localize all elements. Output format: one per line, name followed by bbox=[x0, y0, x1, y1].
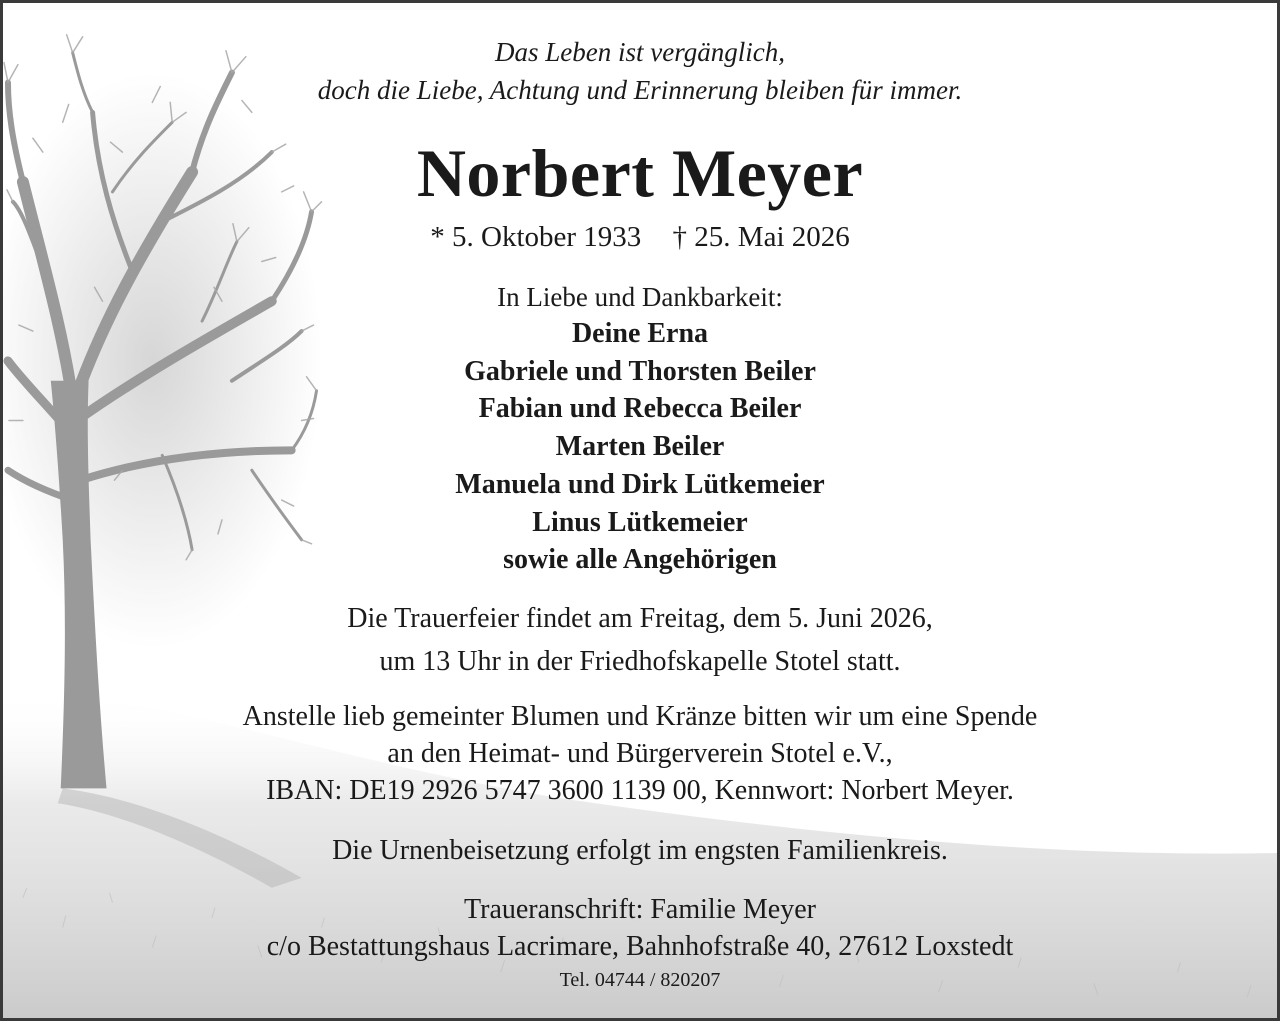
mourner-entry: Deine Erna bbox=[571, 318, 709, 349]
donation-iban: IBAN: DE19 2926 5747 3600 1139 00, Kennwort: Norbert Meyer. bbox=[266, 775, 1014, 806]
address-line: c/o Bestattungshaus Lacrimare, Bahnhofstraße 40, 27612 Loxstedt bbox=[266, 931, 1014, 962]
phone-number: Tel. 04744 / 820207 bbox=[559, 969, 721, 991]
life-dates bbox=[3, 217, 1277, 257]
quote-line: doch die Liebe, Achtung und Erinnerung bleiben für immer. bbox=[317, 75, 963, 105]
mourner-entry: Gabriele und Thorsten Beiler bbox=[464, 355, 816, 387]
epitaph-quote bbox=[3, 33, 1277, 109]
birth-date: * 5. Oktober 1933 bbox=[430, 221, 642, 253]
donation-line: an den Heimat- und Bürgerverein Stotel e.V., bbox=[387, 738, 893, 769]
mourner-entry: Manuela und Dirk Lütkemeier bbox=[455, 468, 825, 500]
funeral-line: um 13 Uhr in der Friedhofskapelle Stotel statt. bbox=[379, 646, 901, 677]
donation-info bbox=[3, 698, 1277, 809]
funeral-info bbox=[3, 597, 1277, 683]
mourners-intro: In Liebe und Dankbarkeit: bbox=[497, 282, 783, 312]
deceased-name: Norbert Meyer bbox=[416, 135, 864, 211]
mourners-list bbox=[3, 315, 1277, 579]
donation-line: Anstelle lieb gemeinter Blumen und Kränze bitten wir um eine Spende bbox=[242, 701, 1038, 732]
quote-line: Das Leben ist vergänglich, bbox=[495, 37, 785, 67]
urn-burial-note: Die Urnenbeisetzung erfolgt im engsten Familienkreis. bbox=[332, 835, 948, 866]
mourner-entry: Marten Beiler bbox=[555, 431, 725, 463]
address-line: Traueranschrift: Familie Meyer bbox=[464, 894, 816, 925]
mourner-entry: sowie alle Angehörigen bbox=[503, 544, 777, 576]
mourner-entry: Fabian und Rebecca Beiler bbox=[478, 393, 802, 425]
death-date: † 25. Mai 2026 bbox=[672, 221, 850, 253]
mourning-address bbox=[3, 891, 1277, 965]
mourner-entry: Linus Lütkemeier bbox=[532, 506, 748, 538]
funeral-line: Die Trauerfeier findet am Freitag, dem 5. Juni 2026, bbox=[347, 603, 933, 634]
